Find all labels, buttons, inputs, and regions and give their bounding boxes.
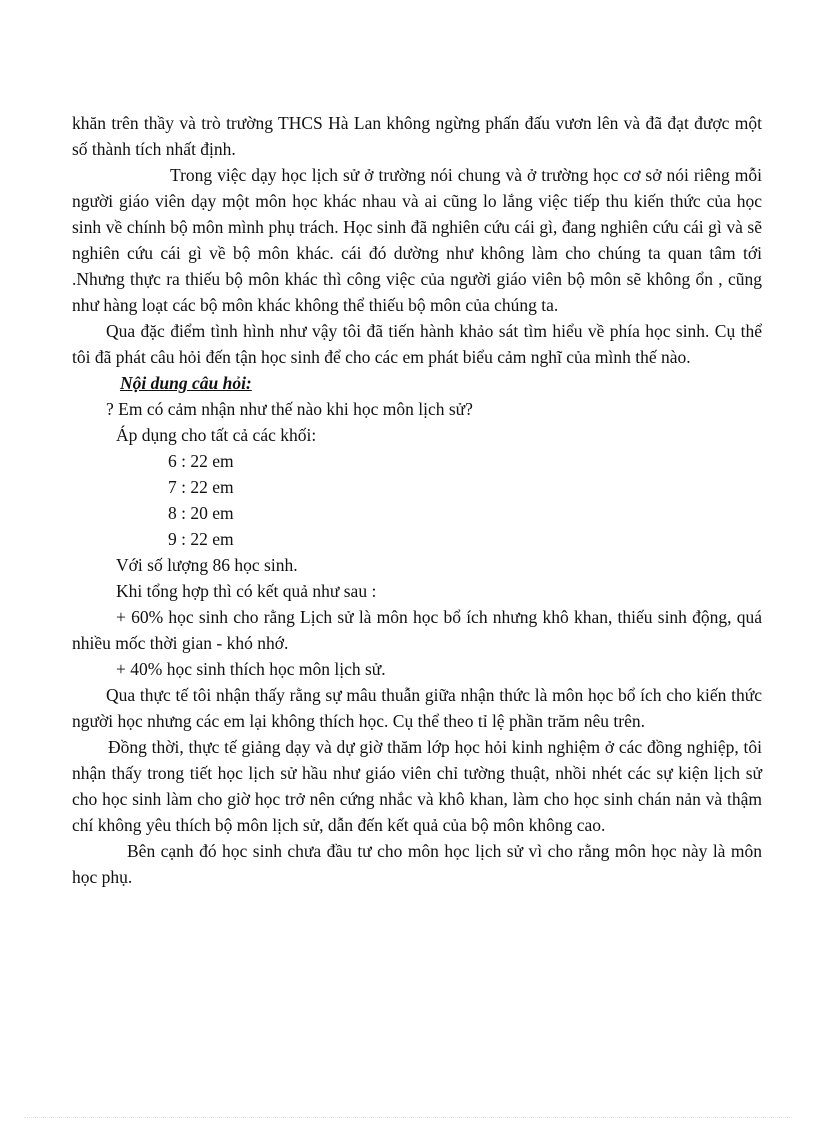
result-intro: Khi tổng hợp thì có kết quả như sau :: [116, 581, 377, 601]
paragraph-intro-continuation: khăn trên thầy và trò trường THCS Hà Lan không ngừng phấn đấu vươn lên và đã đạt được một số thành tích nhất định.: [72, 113, 762, 159]
paragraph-teaching-history: Trong việc dạy học lịch sử ở trường nói chung và ở trường học cơ sở nói riêng mỗi người giáo viên dạy một môn học khác nhau và ai cũng lo lắng việc tiếp thu kiến thức của học sinh về chính bộ môn mình phụ trách. Học sinh đã nghiên cứu cái gì, đang nghiên cứu cái gì và sẽ nghiên cứu cái gì về bộ môn khác. cái đó dường như không làm cho chúng ta quan tâm tới .Nhưng thực ra thiếu bộ môn khác thì công việc của người giáo viên bộ môn sẽ không ổn , cũng như hàng loạt các bộ môn khác không thể thiếu bộ môn của chúng ta.: [72, 165, 762, 315]
result-60-percent: + 60% học sinh cho rằng Lịch sử là môn học bổ ích nhưng khô khan, thiếu sinh động, quá nhiều mốc thời gian - khó nhớ.: [72, 607, 762, 653]
survey-question: ? Em có cảm nhận như thế nào khi học môn lịch sử?: [106, 399, 473, 419]
section-heading: Nội dung câu hỏi:: [120, 373, 252, 393]
grade-7-count: 7 : 22 em: [168, 477, 234, 497]
paragraph-subsidiary-subject: Bên cạnh đó học sinh chưa đầu tư cho môn học lịch sử vì cho rằng môn học này là môn học phụ.: [72, 841, 762, 887]
paragraph-survey: Qua đặc điểm tình hình như vậy tôi đã tiến hành khảo sát tìm hiểu về phía học sinh. Cụ thể tôi đã phát câu hỏi đến tận học sinh để cho các em phát biểu cảm nghĩ của mình thế nào.: [72, 321, 762, 367]
grade-9-count: 9 : 22 em: [168, 529, 234, 549]
result-40-percent: + 40% học sinh thích học môn lịch sử.: [116, 659, 386, 679]
paragraph-colleagues: Đồng thời, thực tế giảng dạy và dự giờ thăm lớp học hỏi kinh nghiệm ở các đồng nghiệp, tôi nhận thấy trong tiết học lịch sử hầu như giáo viên chỉ tường thuật, nhồi nhét các sự kiện lịch sử cho học sinh làm cho giờ học trở nên cứng nhắc và khô khan, làm cho học sinh chán nản và thậm chí không yêu thích bộ môn lịch sử, dẫn đến kết quả của bộ môn không cao.: [72, 737, 762, 835]
grade-6-count: 6 : 22 em: [168, 451, 234, 471]
page-bottom-divider: [24, 1117, 792, 1118]
grade-8-count: 8 : 20 em: [168, 503, 234, 523]
document-body: [72, 110, 762, 890]
apply-line: Áp dụng cho tất cả các khối:: [116, 425, 317, 445]
total-students: Với số lượng 86 học sinh.: [116, 555, 298, 575]
paragraph-reality: Qua thực tế tôi nhận thấy rằng sự mâu thuẫn giữa nhận thức là môn học bổ ích cho kiến thức người học nhưng các em lại không thích học. Cụ thể theo tỉ lệ phần trăm nêu trên.: [72, 685, 762, 731]
